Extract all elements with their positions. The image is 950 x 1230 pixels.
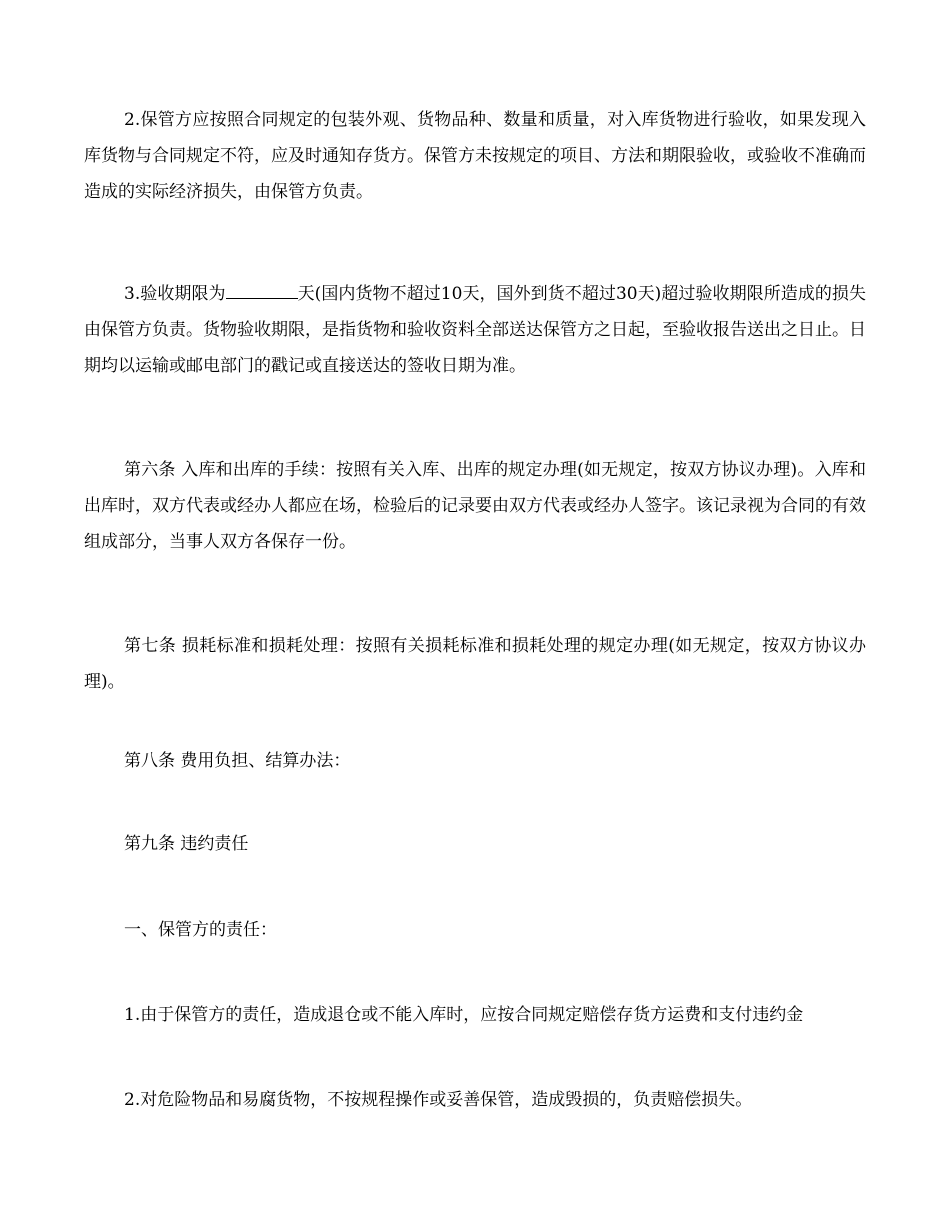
paragraph-acceptance-period [84,276,866,384]
paragraph-custodian-responsibility: 一、保管方的责任： [124,920,277,940]
paragraph-acceptance-inspection: 2.保管方应按照合同规定的包装外观、货物品种、数量和质量，对入库货物进行验收，如果发现入库货物与合同规定不符，应及时通知存货方。保管方未按规定的项目、方法和期限验收，或验收不准确而造成的实际经济损失，由保管方负责。 [84,110,866,202]
paragraph-article-8: 第八条 费用负担、结算办法： [124,751,351,771]
paragraph-article-7: 第七条 损耗标准和损耗处理：按照有关损耗标准和损耗处理的规定办理(如无规定，按双方协议办理)。 [84,636,866,692]
paragraph-liability-1: 1.由于保管方的责任，造成退仓或不能入库时，应按合同规定赔偿存货方运费和支付违约金 [124,1005,804,1025]
paragraph-article-6: 第六条 入库和出库的手续：按照有关入库、出库的规定办理(如无规定，按双方协议办理)。入库和出库时，双方代表或经办人都应在场，检验后的记录要由双方代表或经办人签字。该记录视为合同的有效组成部分，当事人双方各保存一份。 [84,460,866,552]
paragraph-article-9: 第九条 违约责任 [124,834,249,854]
paragraph-liability-2: 2.对危险物品和易腐货物，不按规程操作或妥善保管，造成毁损的，负责赔偿损失。 [124,1090,753,1110]
acceptance-period-prefix: 3.验收期限为 [124,284,226,304]
acceptance-period-text: 天(国内货物不超过10天，国外到货不超过30天)超过验收期限所造成的损失由保管方负责。货物验收期限，是指货物和验收资料全部送达保管方之日起，至验收报告送出之日止。日期均以运输或邮电部门的戳记或直接送达的签收日期为准。 [84,284,866,376]
acceptance-days-blank-field[interactable] [226,283,298,299]
